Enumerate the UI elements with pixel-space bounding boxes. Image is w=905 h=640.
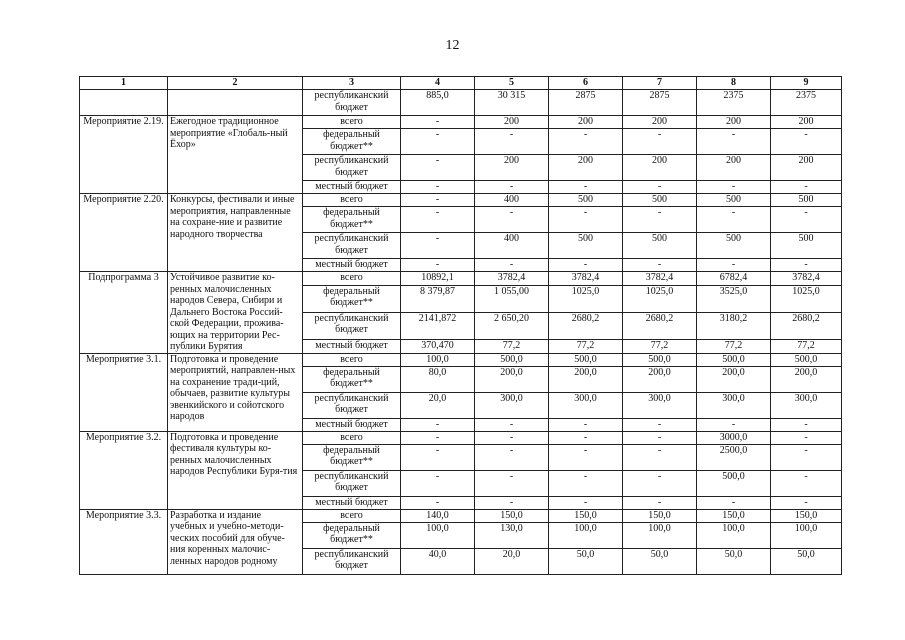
amount-cell: 500,0: [475, 353, 549, 366]
amount-cell: -: [401, 470, 475, 496]
column-header: 6: [549, 77, 623, 90]
funding-source-cell: федеральный бюджет**: [303, 366, 401, 392]
amount-cell: -: [549, 181, 623, 194]
amount-cell: 200: [697, 116, 771, 129]
amount-cell: 100,0: [623, 522, 697, 548]
amount-cell: 200: [623, 155, 697, 181]
funding-source-cell: всего: [303, 272, 401, 286]
amount-cell: 500: [623, 233, 697, 259]
amount-cell: 20,0: [401, 392, 475, 418]
amount-cell: -: [401, 194, 475, 207]
amount-cell: -: [475, 129, 549, 155]
program-code-cell: Мероприятие 3.2.: [80, 431, 168, 509]
amount-cell: -: [697, 207, 771, 233]
amount-cell: -: [475, 418, 549, 431]
program-title-cell: Конкурсы, фестивали и иные мероприятия, направленные на сохране-ние и развитие народного творчества: [168, 194, 303, 272]
funding-source-cell: местный бюджет: [303, 259, 401, 272]
amount-cell: -: [697, 496, 771, 509]
amount-cell: -: [475, 431, 549, 444]
amount-cell: 200,0: [771, 366, 842, 392]
amount-cell: 200,0: [549, 366, 623, 392]
amount-cell: 500,0: [771, 353, 842, 366]
amount-cell: 1025,0: [771, 285, 842, 312]
program-title-cell: Ежегодное традиционное мероприятие «Глобаль-ный Ёхор»: [168, 116, 303, 194]
program-title-cell: Подготовка и проведение фестиваля культуры ко-ренных малочисленных народов Республики Буря-тия: [168, 431, 303, 509]
amount-cell: 200: [549, 116, 623, 129]
amount-cell: 400: [475, 233, 549, 259]
amount-cell: 6782,4: [697, 272, 771, 286]
amount-cell: -: [549, 470, 623, 496]
amount-cell: -: [771, 444, 842, 470]
amount-cell: -: [623, 207, 697, 233]
amount-cell: -: [401, 418, 475, 431]
funding-source-cell: местный бюджет: [303, 496, 401, 509]
program-code-cell: Мероприятие 2.20.: [80, 194, 168, 272]
amount-cell: -: [623, 496, 697, 509]
amount-cell: 3180,2: [697, 312, 771, 339]
amount-cell: 200: [771, 155, 842, 181]
amount-cell: 40,0: [401, 548, 475, 574]
amount-cell: 2875: [549, 90, 623, 116]
amount-cell: -: [475, 444, 549, 470]
funding-source-cell: федеральный бюджет**: [303, 522, 401, 548]
amount-cell: 200: [475, 116, 549, 129]
amount-cell: -: [549, 431, 623, 444]
column-header: 3: [303, 77, 401, 90]
program-code-cell: Мероприятие 3.1.: [80, 353, 168, 431]
column-header: 2: [168, 77, 303, 90]
funding-source-cell: всего: [303, 194, 401, 207]
funding-source-cell: федеральный бюджет**: [303, 285, 401, 312]
amount-cell: 885,0: [401, 90, 475, 116]
funding-source-cell: республиканский бюджет: [303, 90, 401, 116]
program-code-cell: Мероприятие 2.19.: [80, 116, 168, 194]
amount-cell: -: [771, 418, 842, 431]
amount-cell: -: [401, 431, 475, 444]
amount-cell: 2500,0: [697, 444, 771, 470]
amount-cell: 1 055,00: [475, 285, 549, 312]
amount-cell: -: [771, 470, 842, 496]
funding-source-cell: всего: [303, 431, 401, 444]
amount-cell: 150,0: [623, 509, 697, 522]
amount-cell: 100,0: [401, 522, 475, 548]
amount-cell: 200: [771, 116, 842, 129]
amount-cell: -: [697, 129, 771, 155]
amount-cell: -: [771, 207, 842, 233]
amount-cell: 200: [623, 116, 697, 129]
funding-source-cell: всего: [303, 509, 401, 522]
program-title-cell: [168, 90, 303, 116]
amount-cell: -: [771, 431, 842, 444]
amount-cell: -: [549, 129, 623, 155]
amount-cell: -: [475, 181, 549, 194]
amount-cell: 500,0: [697, 353, 771, 366]
amount-cell: 500: [771, 194, 842, 207]
amount-cell: 3525,0: [697, 285, 771, 312]
amount-cell: 1025,0: [623, 285, 697, 312]
amount-cell: 150,0: [475, 509, 549, 522]
amount-cell: -: [401, 207, 475, 233]
amount-cell: 500: [549, 194, 623, 207]
amount-cell: 50,0: [771, 548, 842, 574]
amount-cell: -: [697, 259, 771, 272]
amount-cell: 100,0: [549, 522, 623, 548]
amount-cell: 2680,2: [549, 312, 623, 339]
amount-cell: 3782,4: [475, 272, 549, 286]
amount-cell: 370,470: [401, 339, 475, 353]
amount-cell: 140,0: [401, 509, 475, 522]
amount-cell: 100,0: [697, 522, 771, 548]
program-title-cell: Разработка и издание учебных и учебно-методи-ческих пособий для обуче-ния коренных малочис-ленных народов родному: [168, 509, 303, 574]
funding-source-cell: местный бюджет: [303, 339, 401, 353]
amount-cell: -: [401, 444, 475, 470]
amount-cell: 77,2: [697, 339, 771, 353]
amount-cell: 300,0: [697, 392, 771, 418]
funding-source-cell: всего: [303, 116, 401, 129]
amount-cell: 500: [771, 233, 842, 259]
amount-cell: 3000,0: [697, 431, 771, 444]
amount-cell: 300,0: [623, 392, 697, 418]
amount-cell: -: [401, 496, 475, 509]
amount-cell: 500,0: [697, 470, 771, 496]
amount-cell: 300,0: [771, 392, 842, 418]
table-row: [80, 272, 842, 286]
amount-cell: 200: [549, 155, 623, 181]
amount-cell: 2141,872: [401, 312, 475, 339]
amount-cell: -: [623, 259, 697, 272]
amount-cell: -: [549, 259, 623, 272]
program-code-cell: Подпрограмма 3: [80, 272, 168, 354]
amount-cell: -: [697, 418, 771, 431]
amount-cell: 2680,2: [623, 312, 697, 339]
amount-cell: -: [401, 259, 475, 272]
amount-cell: 400: [475, 194, 549, 207]
column-header: 9: [771, 77, 842, 90]
amount-cell: -: [697, 181, 771, 194]
amount-cell: 2875: [623, 90, 697, 116]
amount-cell: -: [549, 444, 623, 470]
amount-cell: -: [623, 444, 697, 470]
funding-source-cell: республиканский бюджет: [303, 312, 401, 339]
amount-cell: 3782,4: [771, 272, 842, 286]
amount-cell: 200,0: [697, 366, 771, 392]
amount-cell: -: [771, 129, 842, 155]
amount-cell: 77,2: [623, 339, 697, 353]
program-code-cell: Мероприятие 3.3.: [80, 509, 168, 574]
table-row: [80, 509, 842, 522]
amount-cell: -: [623, 129, 697, 155]
program-title-cell: Подготовка и проведение мероприятий, направлен-ных на сохранение тради-ций, обычаев, развитие культуры эвенкийского и сойотского народов: [168, 353, 303, 431]
column-header: 8: [697, 77, 771, 90]
amount-cell: 2375: [771, 90, 842, 116]
funding-source-cell: республиканский бюджет: [303, 470, 401, 496]
amount-cell: 20,0: [475, 548, 549, 574]
amount-cell: -: [401, 155, 475, 181]
amount-cell: -: [771, 259, 842, 272]
funding-source-cell: местный бюджет: [303, 418, 401, 431]
amount-cell: 500,0: [623, 353, 697, 366]
amount-cell: 100,0: [771, 522, 842, 548]
amount-cell: 150,0: [549, 509, 623, 522]
amount-cell: 150,0: [771, 509, 842, 522]
funding-source-cell: федеральный бюджет**: [303, 207, 401, 233]
funding-source-cell: федеральный бюджет**: [303, 444, 401, 470]
amount-cell: -: [475, 207, 549, 233]
funding-source-cell: республиканский бюджет: [303, 548, 401, 574]
amount-cell: -: [475, 259, 549, 272]
amount-cell: -: [623, 470, 697, 496]
amount-cell: -: [623, 431, 697, 444]
amount-cell: 500: [623, 194, 697, 207]
funding-source-cell: местный бюджет: [303, 181, 401, 194]
table-row: [80, 353, 842, 366]
table-row: [80, 90, 842, 116]
amount-cell: -: [401, 233, 475, 259]
amount-cell: 200: [697, 155, 771, 181]
amount-cell: 77,2: [771, 339, 842, 353]
amount-cell: 30 315: [475, 90, 549, 116]
funding-source-cell: всего: [303, 353, 401, 366]
amount-cell: -: [549, 496, 623, 509]
table-header-row: [80, 77, 842, 90]
program-title-cell: Устойчивое развитие ко-ренных малочисленных народов Севера, Сибири и Дальнего Востока Россий-ской Федерации, прожива-ющих на территории Рес-публики Бурятия: [168, 272, 303, 354]
amount-cell: 100,0: [401, 353, 475, 366]
amount-cell: 500: [549, 233, 623, 259]
column-header: 5: [475, 77, 549, 90]
amount-cell: 80,0: [401, 366, 475, 392]
funding-source-cell: республиканский бюджет: [303, 233, 401, 259]
table-row: [80, 431, 842, 444]
amount-cell: 200,0: [475, 366, 549, 392]
column-header: 4: [401, 77, 475, 90]
funding-source-cell: республиканский бюджет: [303, 155, 401, 181]
amount-cell: -: [401, 181, 475, 194]
amount-cell: -: [401, 129, 475, 155]
page-number: 12: [445, 38, 460, 53]
program-code-cell: [80, 90, 168, 116]
table-body: [80, 90, 842, 575]
funding-source-cell: республиканский бюджет: [303, 392, 401, 418]
amount-cell: 77,2: [475, 339, 549, 353]
amount-cell: -: [549, 207, 623, 233]
amount-cell: 50,0: [549, 548, 623, 574]
amount-cell: 500: [697, 194, 771, 207]
amount-cell: 10892,1: [401, 272, 475, 286]
amount-cell: 130,0: [475, 522, 549, 548]
amount-cell: 3782,4: [549, 272, 623, 286]
amount-cell: 2 650,20: [475, 312, 549, 339]
amount-cell: 300,0: [549, 392, 623, 418]
column-header: 1: [80, 77, 168, 90]
amount-cell: -: [549, 418, 623, 431]
amount-cell: 2375: [697, 90, 771, 116]
amount-cell: 150,0: [697, 509, 771, 522]
table-row: [80, 116, 842, 129]
table-row: [80, 194, 842, 207]
amount-cell: 50,0: [623, 548, 697, 574]
amount-cell: -: [401, 116, 475, 129]
amount-cell: 3782,4: [623, 272, 697, 286]
amount-cell: 200,0: [623, 366, 697, 392]
amount-cell: -: [771, 181, 842, 194]
amount-cell: 50,0: [697, 548, 771, 574]
amount-cell: 1025,0: [549, 285, 623, 312]
amount-cell: 77,2: [549, 339, 623, 353]
amount-cell: 500: [697, 233, 771, 259]
budget-table: [79, 76, 842, 575]
amount-cell: 2680,2: [771, 312, 842, 339]
amount-cell: -: [771, 496, 842, 509]
amount-cell: -: [623, 181, 697, 194]
column-header: 7: [623, 77, 697, 90]
amount-cell: 200: [475, 155, 549, 181]
amount-cell: 8 379,87: [401, 285, 475, 312]
amount-cell: -: [475, 470, 549, 496]
amount-cell: -: [623, 418, 697, 431]
funding-source-cell: федеральный бюджет**: [303, 129, 401, 155]
amount-cell: -: [475, 496, 549, 509]
amount-cell: 500,0: [549, 353, 623, 366]
amount-cell: 300,0: [475, 392, 549, 418]
